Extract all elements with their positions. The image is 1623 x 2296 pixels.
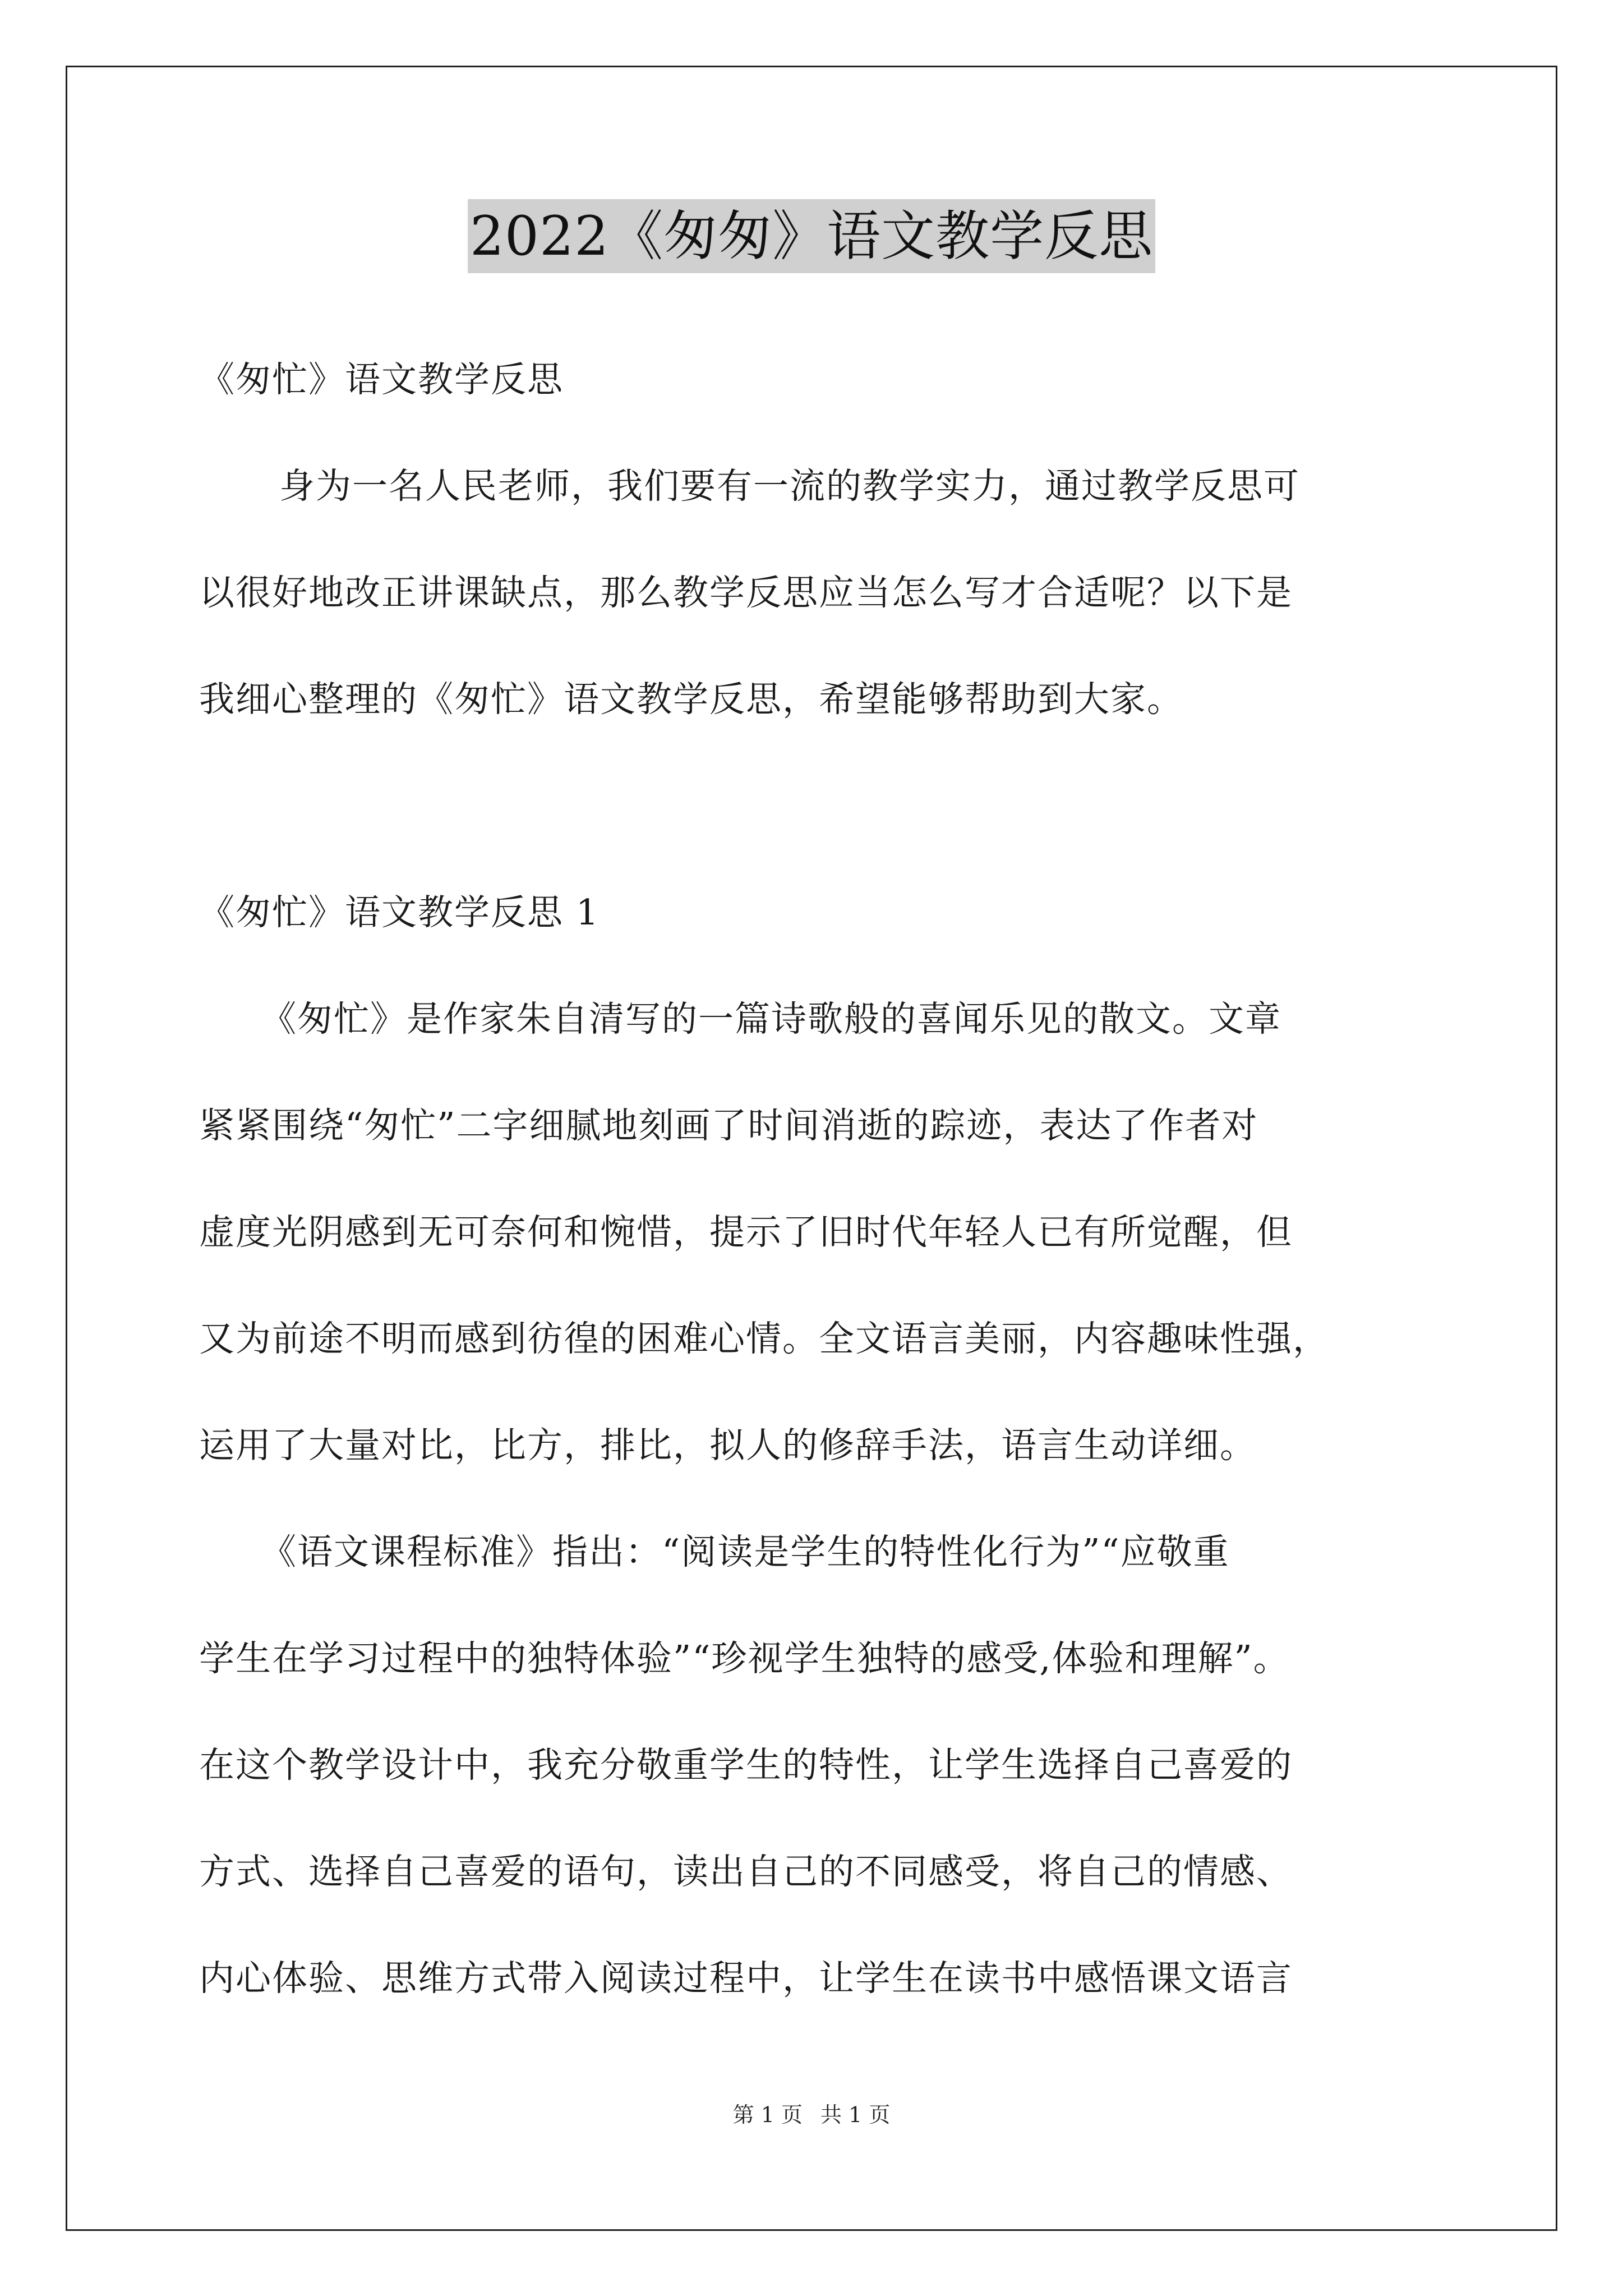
paragraph-line: 在这个教学设计中，我充分敬重学生的特性，让学生选择自己喜爱的 <box>199 1745 1293 1786</box>
paragraph-line: 学生在学习过程中的独特体验”“珍视学生独特的感受,体验和理解”。 <box>199 1638 1290 1679</box>
paragraph-line: 方式、选择自己喜爱的语句，读出自己的不同感受，将自己的情感、 <box>199 1851 1293 1892</box>
paragraph-line: 《语文课程标准》指出：“阅读是学生的特性化行为”“应敬重 <box>261 1531 1230 1572</box>
document-title: 2022《匆匆》语文教学反思 <box>468 199 1155 273</box>
section-heading: 《匆忙》语文教学反思 1 <box>199 892 600 933</box>
page-footer <box>0 2101 1623 2129</box>
page-number: 第 1 页 <box>732 2102 803 2127</box>
section-heading: 《匆忙》语文教学反思 <box>199 359 564 400</box>
page-total: 共 1 页 <box>820 2102 891 2127</box>
paragraph-line: 紧紧围绕“匆忙”二字细腻地刻画了时间消逝的踪迹，表达了作者对 <box>199 1105 1258 1146</box>
paragraph-line: 我细心整理的《匆忙》语文教学反思，希望能够帮助到大家。 <box>199 679 1183 720</box>
title-container <box>0 199 1623 273</box>
paragraph-line: 运用了大量对比，比方，排比，拟人的修辞手法，语言生动详细。 <box>199 1425 1256 1466</box>
paragraph-line: 身为一名人民老师，我们要有一流的教学实力，通过教学反思可 <box>279 466 1300 507</box>
paragraph-line: 《匆忙》是作家朱自清写的一篇诗歌般的喜闻乐见的散文。文章 <box>261 999 1281 1039</box>
paragraph-line: 以很好地改正讲课缺点，那么教学反思应当怎么写才合适呢？以下是 <box>199 572 1293 613</box>
paragraph-line: 内心体验、思维方式带入阅读过程中，让学生在读书中感悟课文语言 <box>199 1958 1293 1999</box>
paragraph-line: 又为前途不明而感到彷徨的困难心情。全文语言美丽，内容趣味性强， <box>199 1318 1329 1359</box>
paragraph-line: 虚度光阴感到无可奈何和惋惜，提示了旧时代年轻人已有所觉醒，但 <box>199 1212 1293 1253</box>
